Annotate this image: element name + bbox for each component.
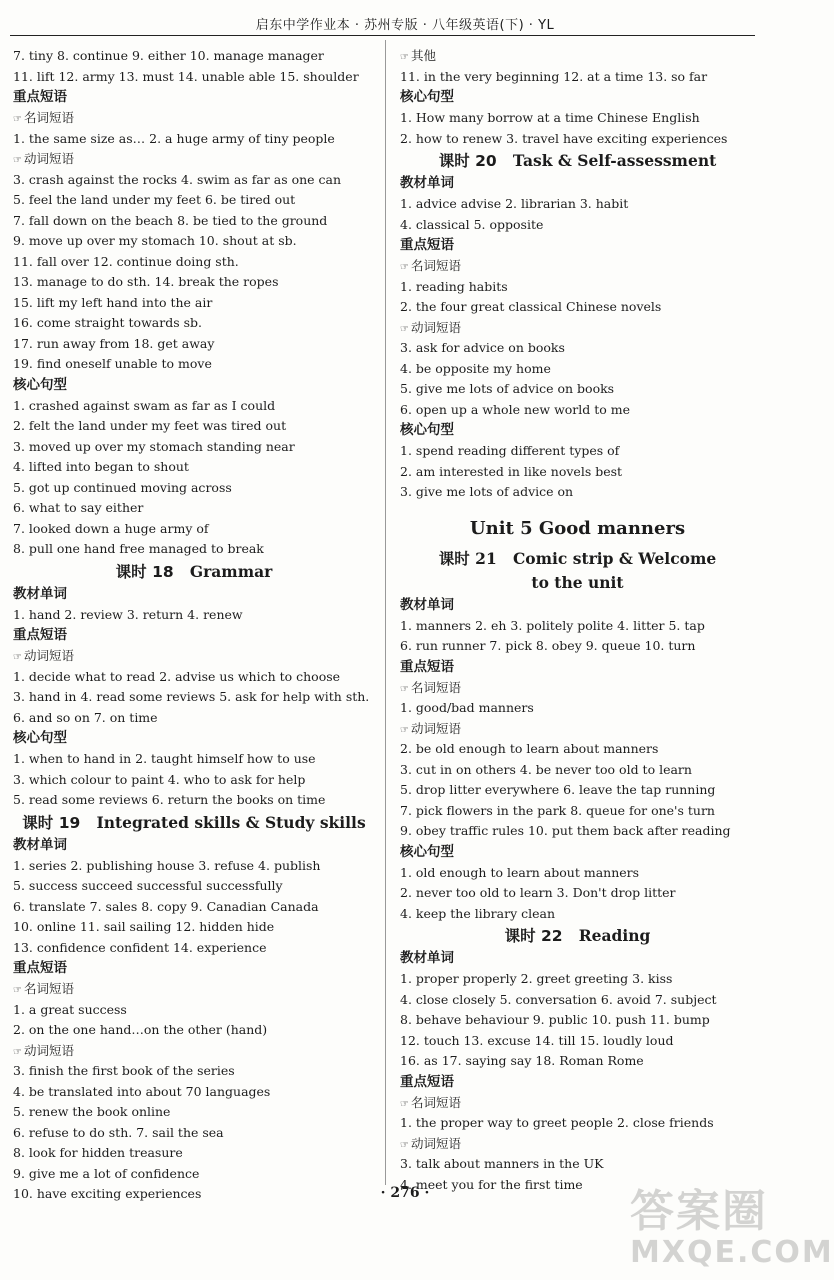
page-header: 启东中学作业本 · 苏州专版 · 八年级英语(下) · YL [255, 18, 555, 33]
section-heading: 核心句型 [13, 730, 67, 746]
section-heading: 教材单词 [400, 596, 454, 613]
answer-line: 3. cut in on others 4. be never too old to learn [400, 761, 692, 777]
answer-line: 16. come straight towards sb. [13, 315, 202, 330]
section-heading: 重点短语 [400, 1073, 454, 1090]
subsection-label: 名词短语 [410, 679, 461, 695]
answer-line: 1. proper properly 2. greet greeting 3. kiss [400, 971, 673, 986]
subsection-heading [400, 719, 755, 740]
subsection-heading [13, 149, 375, 170]
section-heading: 教材单词 [13, 585, 67, 602]
subsection-heading [400, 1093, 755, 1114]
answer-line: 2. never too old to learn 3. Don't drop litter [400, 885, 676, 900]
pointing-hand-icon: ☞ [400, 1139, 409, 1151]
answer-line: 3. crash against the rocks 4. swim as far as one can [13, 171, 342, 187]
lesson-title [400, 924, 755, 948]
answer-line: 6. what to say either [13, 500, 144, 515]
answer-line: 7. looked down a huge army of [13, 520, 209, 536]
left-column [13, 46, 375, 1205]
watermark-logo [630, 1175, 834, 1270]
subsection-label: 动词短语 [23, 648, 74, 663]
answer-line: 13. manage to do sth. 14. break the ropes [13, 274, 279, 289]
answer-line: 3. give me lots of advice on [400, 484, 574, 499]
lesson-name: Integrated skills & Study skills [96, 812, 366, 832]
subsection-label: 动词短语 [410, 319, 461, 335]
pointing-hand-icon: ☞ [13, 155, 22, 166]
section-heading: 教材单词 [400, 175, 454, 191]
answer-line: 2. felt the land under my feet was tired out [13, 418, 287, 433]
answer-line: 1. crashed against swam as far as I could [13, 397, 276, 413]
answer-line: 1. manners 2. eh 3. politely polite 4. litter 5. tap [400, 617, 705, 633]
answer-line: 2. how to renew 3. travel have exciting experiences [400, 130, 728, 146]
answer-line: 8. pull one hand free managed to break [13, 541, 264, 556]
section-heading: 重点短语 [13, 89, 67, 105]
answer-line: 4. classical 5. opposite [400, 216, 544, 232]
subsection-label: 名词短语 [410, 258, 461, 273]
answer-line: 8. look for hidden treasure [13, 1145, 183, 1160]
answer-line: 11. fall over 12. continue doing sth. [13, 253, 239, 269]
answer-line: 1. advice advise 2. librarian 3. habit [400, 196, 629, 211]
column-divider [385, 40, 386, 1185]
answer-line: 10. online 11. sail sailing 12. hidden hide [13, 919, 275, 934]
answer-line: 3. moved up over my stomach standing near [13, 438, 295, 454]
section-heading: 重点短语 [400, 237, 454, 253]
pointing-hand-icon: ☞ [13, 985, 22, 996]
answer-line: 3. ask for advice on books [400, 340, 565, 355]
pointing-hand-icon: ☞ [400, 262, 409, 273]
answer-line: 5. give me lots of advice on books [400, 381, 615, 396]
section-heading: 教材单词 [13, 836, 67, 853]
answer-line: 2. the four great classical Chinese novels [400, 299, 662, 314]
answer-line: 6. refuse to do sth. 7. sail the sea [13, 1124, 224, 1140]
lesson-number: 课时 21 [438, 548, 497, 568]
subsection-label: 动词短语 [410, 1135, 461, 1151]
answer-line: 1. good/bad manners [400, 700, 534, 715]
answer-line: 15. lift my left hand into the air [13, 294, 213, 310]
subsection-heading [13, 108, 375, 129]
answer-line: 4. be opposite my home [400, 360, 551, 376]
answer-line: 5. read some reviews 6. return the books on time [13, 792, 326, 807]
answer-line: 3. which colour to paint 4. who to ask for help [13, 771, 306, 787]
subsection-heading [400, 46, 755, 67]
answer-line: 3. hand in 4. read some reviews 5. ask for help with sth. [13, 689, 370, 704]
answer-line: 1. decide what to read 2. advise us which to choose [13, 668, 341, 684]
subsection-label: 名词短语 [410, 1094, 461, 1110]
answer-line: 4. close closely 5. conversation 6. avoid 7. subject [400, 991, 717, 1007]
page-number: · 276 · [380, 1185, 430, 1201]
pointing-hand-icon: ☞ [13, 1046, 22, 1058]
pointing-hand-icon: ☞ [13, 114, 22, 125]
answer-line: 11. in the very beginning 12. at a time 13. so far [400, 68, 708, 84]
subsection-heading [400, 1134, 755, 1155]
answer-line: 9. move up over my stomach 10. shout at sb. [13, 233, 297, 248]
answer-line: 1. hand 2. review 3. return 4. renew [13, 606, 243, 622]
answer-line: 3. finish the first book of the series [13, 1063, 235, 1078]
lesson-name: Reading [578, 926, 651, 945]
answer-line: 9. give me a lot of confidence [13, 1165, 200, 1181]
lesson-name: Comic strip & Welcome [512, 548, 717, 568]
subsection-label: 名词短语 [23, 981, 74, 996]
section-heading: 教材单词 [400, 950, 454, 966]
answer-line: 12. touch 13. excuse 14. till 15. loudly loud [400, 1032, 674, 1048]
answer-line: 1. spend reading different types of [400, 443, 620, 458]
subsection-label: 其他 [410, 48, 436, 63]
answer-line: 1. when to hand in 2. taught himself how to use [13, 751, 316, 766]
answer-line: 5. drop litter everywhere 6. leave the tap running [400, 782, 716, 797]
section-heading: 重点短语 [13, 627, 67, 643]
lesson-number: 课时 22 [504, 927, 563, 945]
watermark-url: MXQE.COM [630, 1235, 834, 1270]
answer-line: 5. feel the land under my feet 6. be tired out [13, 192, 296, 207]
answer-line: 1. a great success [13, 1001, 127, 1017]
answer-line: 13. confidence confident 14. experience [13, 939, 267, 955]
pointing-hand-icon: ☞ [400, 683, 409, 695]
answer-line: 11. lift 12. army 13. must 14. unable able 15. shoulder [13, 68, 359, 84]
lesson-title [400, 149, 755, 173]
subsection-label: 名词短语 [23, 110, 74, 125]
unit-title: Unit 5 Good manners [469, 517, 686, 539]
subsection-heading [13, 1041, 375, 1062]
subsection-heading [400, 678, 755, 699]
section-heading: 核心句型 [400, 843, 454, 860]
pointing-hand-icon: ☞ [400, 724, 409, 736]
answer-line: 4. keep the library clean [400, 905, 556, 921]
pointing-hand-icon: ☞ [400, 323, 409, 335]
answer-line: 1. old enough to learn about manners [400, 864, 640, 880]
section-heading: 核心句型 [400, 422, 454, 438]
answer-line: 6. run runner 7. pick 8. obey 9. queue 10. turn [400, 638, 696, 653]
right-column [400, 46, 755, 1195]
subsection-label: 动词短语 [23, 151, 74, 166]
pointing-hand-icon: ☞ [400, 52, 409, 63]
answer-line: 4. be translated into about 70 languages [13, 1083, 271, 1099]
answer-line: 5. got up continued moving across [13, 479, 232, 495]
section-heading: 重点短语 [13, 960, 67, 976]
answer-line: 9. obey traffic rules 10. put them back after reading [400, 823, 731, 838]
answer-line: 4. meet you for the first time [400, 1176, 583, 1192]
answer-line: 1. the same size as… 2. a huge army of tiny people [13, 130, 335, 146]
answer-line: 7. tiny 8. continue 9. either 10. manage manager [13, 48, 324, 63]
lesson-name: Task & Self-assessment [512, 151, 717, 170]
answer-line: 2. on the one hand…on the other (hand) [13, 1022, 268, 1037]
section-heading: 重点短语 [400, 658, 454, 675]
answer-line: 6. and so on 7. on time [13, 709, 158, 725]
header-divider [10, 35, 755, 36]
answer-line: 7. pick flowers in the park 8. queue for one's turn [400, 802, 715, 818]
answer-line: 2. be old enough to learn about manners [400, 741, 659, 756]
section-heading: 核心句型 [400, 89, 454, 105]
lesson-number: 课时 18 [115, 562, 174, 581]
pointing-hand-icon: ☞ [400, 1098, 409, 1110]
lesson-title [13, 811, 375, 835]
answer-line: 1. the proper way to greet people 2. close friends [400, 1115, 714, 1130]
answer-line: 3. talk about manners in the UK [400, 1156, 604, 1171]
lesson-number: 课时 19 [22, 813, 81, 832]
answer-line: 17. run away from 18. get away [13, 335, 215, 351]
answer-line: 16. as 17. saying say 18. Roman Rome [400, 1053, 644, 1068]
answer-line: 2. am interested in like novels best [400, 463, 623, 479]
answer-line: 5. renew the book online [13, 1104, 171, 1119]
subsection-heading [13, 646, 375, 667]
subsection-label: 动词短语 [23, 1042, 74, 1058]
lesson-name-continued: to the unit [531, 572, 624, 592]
answer-line: 5. success succeed successful successfully [13, 878, 283, 893]
answer-line: 8. behave behaviour 9. public 10. push 11. bump [400, 1012, 710, 1027]
answer-line: 10. have exciting experiences [13, 1186, 202, 1201]
subsection-label: 动词短语 [410, 720, 461, 736]
answer-line: 6. open up a whole new world to me [400, 401, 631, 417]
subsection-heading [400, 256, 755, 277]
subsection-heading [400, 318, 755, 339]
answer-line: 4. lifted into began to shout [13, 459, 189, 474]
lesson-title [400, 547, 755, 595]
section-heading: 核心句型 [13, 376, 67, 393]
answer-line: 1. reading habits [400, 278, 508, 294]
lesson-name: Grammar [189, 561, 273, 581]
lesson-title [13, 560, 375, 584]
lesson-number: 课时 20 [438, 152, 497, 170]
answer-line: 1. series 2. publishing house 3. refuse 4. publish [13, 857, 321, 873]
answer-line: 1. How many borrow at a time Chinese English [400, 110, 700, 125]
answer-line: 6. translate 7. sales 8. copy 9. Canadian Canada [13, 898, 319, 914]
answer-line: 19. find oneself unable to move [13, 356, 212, 371]
subsection-heading [13, 979, 375, 1000]
answer-line: 7. fall down on the beach 8. be tied to the ground [13, 212, 328, 228]
pointing-hand-icon: ☞ [13, 652, 22, 663]
watermark-text: 答案圈 [630, 1186, 768, 1237]
